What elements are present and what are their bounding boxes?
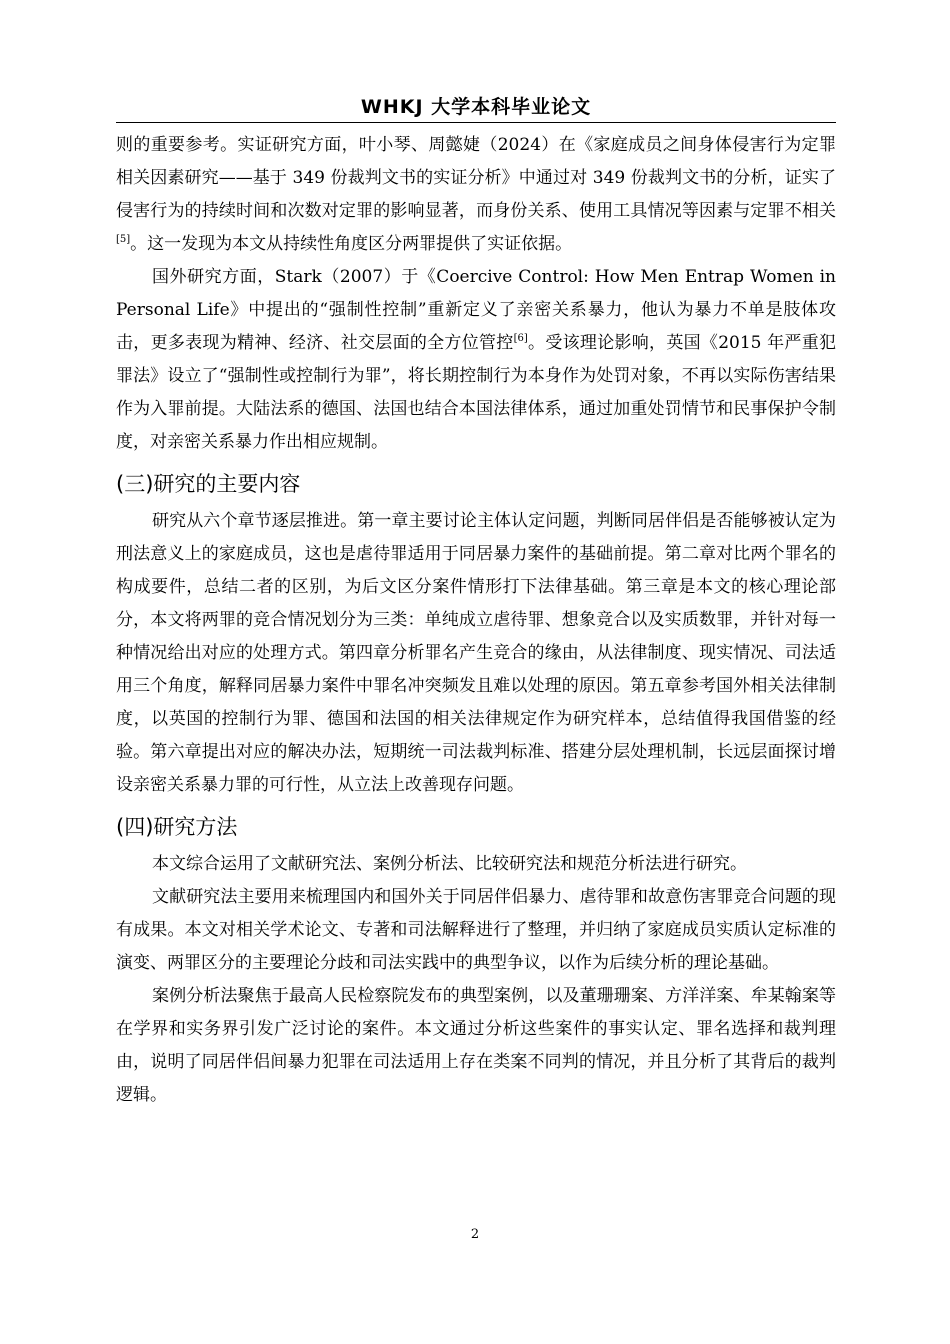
paragraph-literature-method: 文献研究法主要用来梳理国内和国外关于同居伴侣暴力、虐待罪和故意伤害罪竞合问题的现有成果。本文对相关学术论文、专著和司法解释进行了整理，并归纳了家庭成员实质认定标准的演变、两罪区分的主要理论分歧和司法实践中的典型争议，以作为后续分析的理论基础。	[116, 887, 836, 973]
page-number: 2	[470, 1227, 480, 1242]
paragraph-methods-overview: 本文综合运用了文献研究法、案例分析法、比较研究法和规范分析法进行研究。	[152, 854, 747, 874]
running-header: WHKJ 大学本科毕业论文	[360, 96, 592, 118]
section-heading-research-methods: (四)研究方法	[116, 815, 238, 839]
document-body	[116, 129, 836, 1112]
paragraph-text-continued: 。受该理论影响，英国《2015 年严重犯罪法》设立了“强制性或控制行为罪”，将长期控制行为本身作为处罚对象，不再以实际伤害结果作为入罪前提。大陆法系的德国、法国也结合本国法律体系，通过加重处罚情节和民事保护令制度，对亲密关系暴力作出相应规制。	[116, 333, 837, 452]
paragraph-text-continued: 。这一发现为本文从持续性角度区分两罪提供了实证依据。	[130, 234, 573, 254]
paragraph-chapter-outline: 研究从六个章节逐层推进。第一章主要讨论主体认定问题，判断同居伴侣是否能够被认定为刑法意义上的家庭成员，这也是虐待罪适用于同居暴力案件的基础前提。第二章对比两个罪名的构成要件，总结二者的区别，为后文区分案件情形打下法律基础。第三章是本文的核心理论部分，本文将两罪的竞合情况划分为三类：单纯成立虐待罪、想象竞合以及实质数罪，并针对每一种情况给出对应的处理方式。第四章分析罪名产生竞合的缘由，从法律制度、现实情况、司法适用三个角度，解释同居暴力案件中罪名冲突频发且难以处理的原因。第五章参考国外相关法律制度，以英国的控制行为罪、德国和法国的相关法律规定作为研究样本，总结值得我国借鉴的经验。第六章提出对应的解决办法，短期统一司法裁判标准、搭建分层处理机制，长远层面探讨增设亲密关系暴力罪的可行性，从立法上改善现存问题。	[116, 511, 836, 795]
citation-6: [6]	[513, 333, 528, 344]
citation-5: [5]	[116, 234, 131, 245]
header-rule	[116, 122, 836, 123]
paragraph-text: 国外研究方面，Stark（2007）于《Coercive Control: How Men Entrap Women in Personal Life》中提出的“强制性控制”重新定义了亲密关系暴力，他认为暴力不单是肢体攻击，更多表现为精神、经济、社交层面的全方位管控	[116, 267, 836, 353]
paragraph-foreign-research	[116, 261, 836, 459]
paragraph-text: 则的重要参考。实证研究方面，叶小琴、周懿婕（2024）在《家庭成员之间身体侵害行为定罪相关因素研究——基于 349 份裁判文书的实证分析》中通过对 349 份裁判文书的分析，证实了侵害行为的持续时间和次数对定罪的影响显著，而身份关系、使用工具情况等因素与定罪不相关	[116, 135, 836, 221]
paragraph-empirical-research	[116, 129, 836, 261]
paragraph-case-analysis-method: 案例分析法聚焦于最高人民检察院发布的典型案例，以及董珊珊案、方洋洋案、牟某翰案等在学界和实务界引发广泛讨论的案件。本文通过分析这些案件的事实认定、罪名选择和裁判理由，说明了同居伴侣间暴力犯罪在司法适用上存在类案不同判的情况，并且分析了其背后的裁判逻辑。	[116, 986, 836, 1105]
section-heading-main-content: (三)研究的主要内容	[116, 472, 301, 496]
